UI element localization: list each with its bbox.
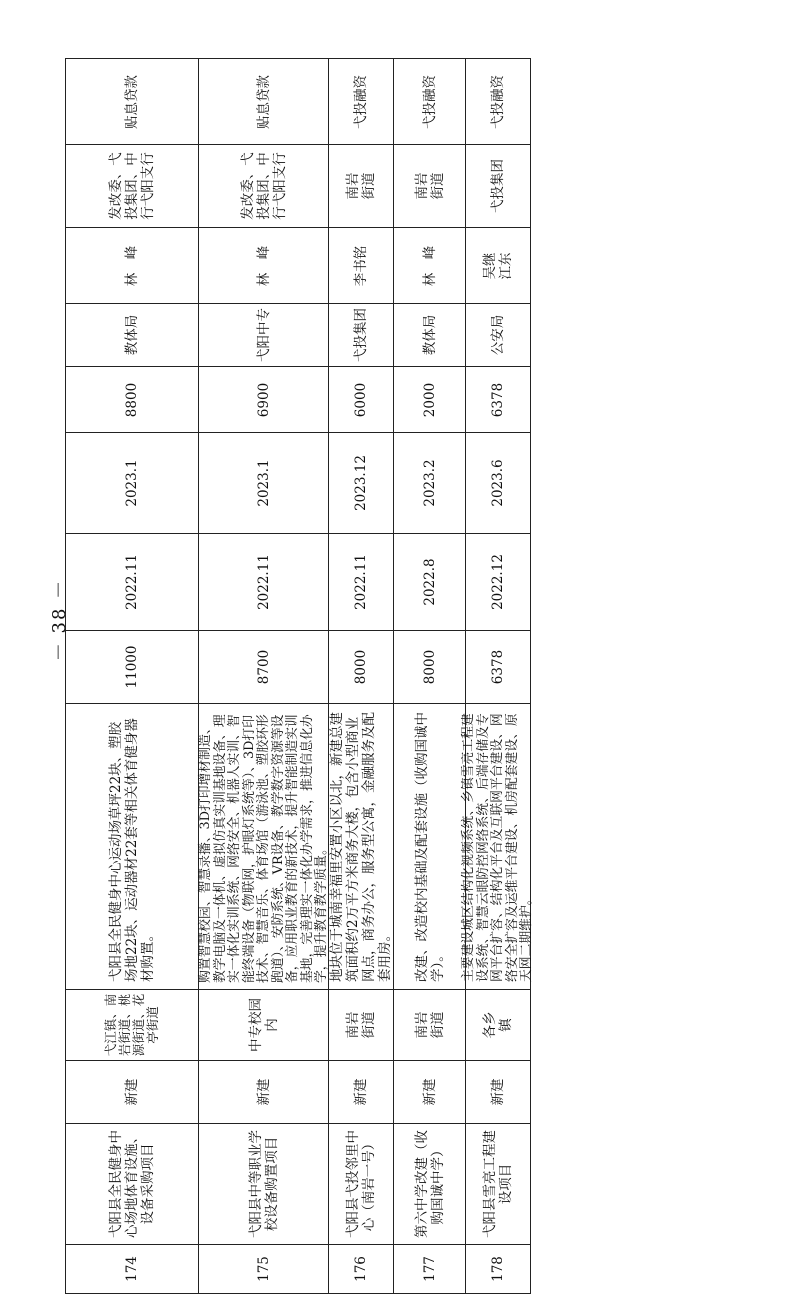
cell-end: 2023.1 bbox=[199, 433, 329, 534]
cell-name: 弋阳县弋投邻里中心（南岩一号） bbox=[329, 1124, 394, 1245]
cell-end: 2023.6 bbox=[466, 433, 531, 534]
cell-location: 南岩街道 bbox=[394, 990, 466, 1061]
cell-name: 弋阳县全民健身中心场地体育设施、设备采购项目 bbox=[66, 1124, 199, 1245]
cell-type: 新建 bbox=[199, 1061, 329, 1124]
cell-investment: 8700 bbox=[199, 631, 329, 704]
cell-location: 弋江镇、南岩街道、桃源街道、花亭街道 bbox=[66, 990, 199, 1061]
cell-type: 新建 bbox=[466, 1061, 531, 1124]
cell-unit: 公安局 bbox=[466, 304, 531, 367]
cell-number: 177 bbox=[394, 1245, 466, 1294]
cell-location: 中专校园内 bbox=[199, 990, 329, 1061]
cell-number: 175 bbox=[199, 1245, 329, 1294]
cell-annual: 2000 bbox=[394, 367, 466, 433]
cell-department: 发改委、弋投集团、中行弋阳支行 bbox=[66, 145, 199, 228]
cell-content: 弋阳县全民健身中心运动场草坪22块、塑胶场地22块、运动器材22套等相关体育健身器材购置。 bbox=[66, 704, 199, 990]
cell-name: 第六中学改建（收购国诚中学） bbox=[394, 1124, 466, 1245]
cell-start: 2022.11 bbox=[66, 534, 199, 631]
cell-funding: 弋投融资 bbox=[329, 59, 394, 145]
type-row bbox=[66, 1061, 531, 1124]
unit-row bbox=[66, 304, 531, 367]
cell-annual: 6378 bbox=[466, 367, 531, 433]
cell-number: 174 bbox=[66, 1245, 199, 1294]
record-table-wrapper bbox=[65, 58, 534, 1294]
cell-location: 各乡镇 bbox=[466, 990, 531, 1061]
cell-content: 地块位于城南幸福里安置小区以北，新建总建筑面积约2万平方米商务大楼，包含小型商业网点，商务办公，服务型公寓，金融服务及配套用房。 bbox=[329, 704, 394, 990]
leader-row bbox=[66, 228, 531, 304]
cell-funding: 弋投融资 bbox=[394, 59, 466, 145]
cell-annual: 6000 bbox=[329, 367, 394, 433]
record-table bbox=[65, 58, 534, 1294]
investment-row bbox=[66, 631, 531, 704]
cell-department: 南岩街道 bbox=[329, 145, 394, 228]
cell-investment: 8000 bbox=[329, 631, 394, 704]
cell-unit: 教体局 bbox=[394, 304, 466, 367]
content-row bbox=[66, 704, 531, 990]
cell-department: 南岩街道 bbox=[394, 145, 466, 228]
cell-end: 2023.1 bbox=[66, 433, 199, 534]
number-row bbox=[66, 1245, 531, 1294]
cell-type: 新建 bbox=[329, 1061, 394, 1124]
department-row bbox=[66, 145, 531, 228]
cell-start: 2022.11 bbox=[199, 534, 329, 631]
cell-location: 南岩街道 bbox=[329, 990, 394, 1061]
cell-type: 新建 bbox=[66, 1061, 199, 1124]
cell-funding: 弋投融资 bbox=[466, 59, 531, 145]
cell-investment: 8000 bbox=[394, 631, 466, 704]
cell-unit: 教体局 bbox=[66, 304, 199, 367]
cell-leader: 林 峰 bbox=[199, 228, 329, 304]
funding-row bbox=[66, 59, 531, 145]
cell-start: 2022.8 bbox=[394, 534, 466, 631]
start-row bbox=[66, 534, 531, 631]
cell-name: 弋阳县中等职业学校设备购置项目 bbox=[199, 1124, 329, 1245]
cell-content: 改建、改造校内基础及配套设施（收购国诚中学）。 bbox=[394, 704, 466, 990]
cell-start: 2022.11 bbox=[329, 534, 394, 631]
cell-number: 178 bbox=[466, 1245, 531, 1294]
cell-name: 弋阳县雪亮工程建设项目 bbox=[466, 1124, 531, 1245]
cell-unit: 弋阳中专 bbox=[199, 304, 329, 367]
cell-annual: 6900 bbox=[199, 367, 329, 433]
cell-investment: 11000 bbox=[66, 631, 199, 704]
name-row bbox=[66, 1124, 531, 1245]
location-row bbox=[66, 990, 531, 1061]
cell-leader: 林 峰 bbox=[394, 228, 466, 304]
cell-number: 176 bbox=[329, 1245, 394, 1294]
cell-end: 2023.2 bbox=[394, 433, 466, 534]
cell-leader: 林 峰 bbox=[66, 228, 199, 304]
end-row bbox=[66, 433, 531, 534]
cell-department: 弋投集团 bbox=[466, 145, 531, 228]
cell-funding: 贴息贷款 bbox=[66, 59, 199, 145]
cell-type: 新建 bbox=[394, 1061, 466, 1124]
cell-content: 购置智慧校园、智慧录播、3D打印增材制造、教学电脑及一体机、虚拟仿真实训基地设备、理实一体化实训系统、网络安全、机器人实训、智能终端设备（物联网，护眼灯系统等）、3D打印技术、智慧音乐、体育场馆（游泳池、塑胶环形跑道）、安防系统、VR设备、教学数字资源等设备，应用职业教育的新技术，提升智能制造实训基地，完善理实一体化办学需求，推进信息化办学，提升教育教学质量。 bbox=[199, 704, 329, 990]
cell-start: 2022.12 bbox=[466, 534, 531, 631]
cell-annual: 8800 bbox=[66, 367, 199, 433]
cell-content: 主要建设城区结构化视频系统、乡镇雪亮工程建设系统、智慧云眼防控网络系统、后端存储及专网平台扩容、结构化平台及互联网平台建设、网络安全扩容及运维平台建设、机房配套建设、原天网二期维护。 bbox=[466, 704, 531, 990]
cell-unit: 弋投集团 bbox=[329, 304, 394, 367]
cell-leader: 吴继江东 bbox=[466, 228, 531, 304]
cell-end: 2023.12 bbox=[329, 433, 394, 534]
page-number: － 38 － bbox=[49, 578, 70, 662]
cell-leader: 李书铭 bbox=[329, 228, 394, 304]
cell-investment: 6378 bbox=[466, 631, 531, 704]
cell-department: 发改委、弋投集团、中行弋阳支行 bbox=[199, 145, 329, 228]
annual-row bbox=[66, 367, 531, 433]
cell-funding: 贴息贷款 bbox=[199, 59, 329, 145]
